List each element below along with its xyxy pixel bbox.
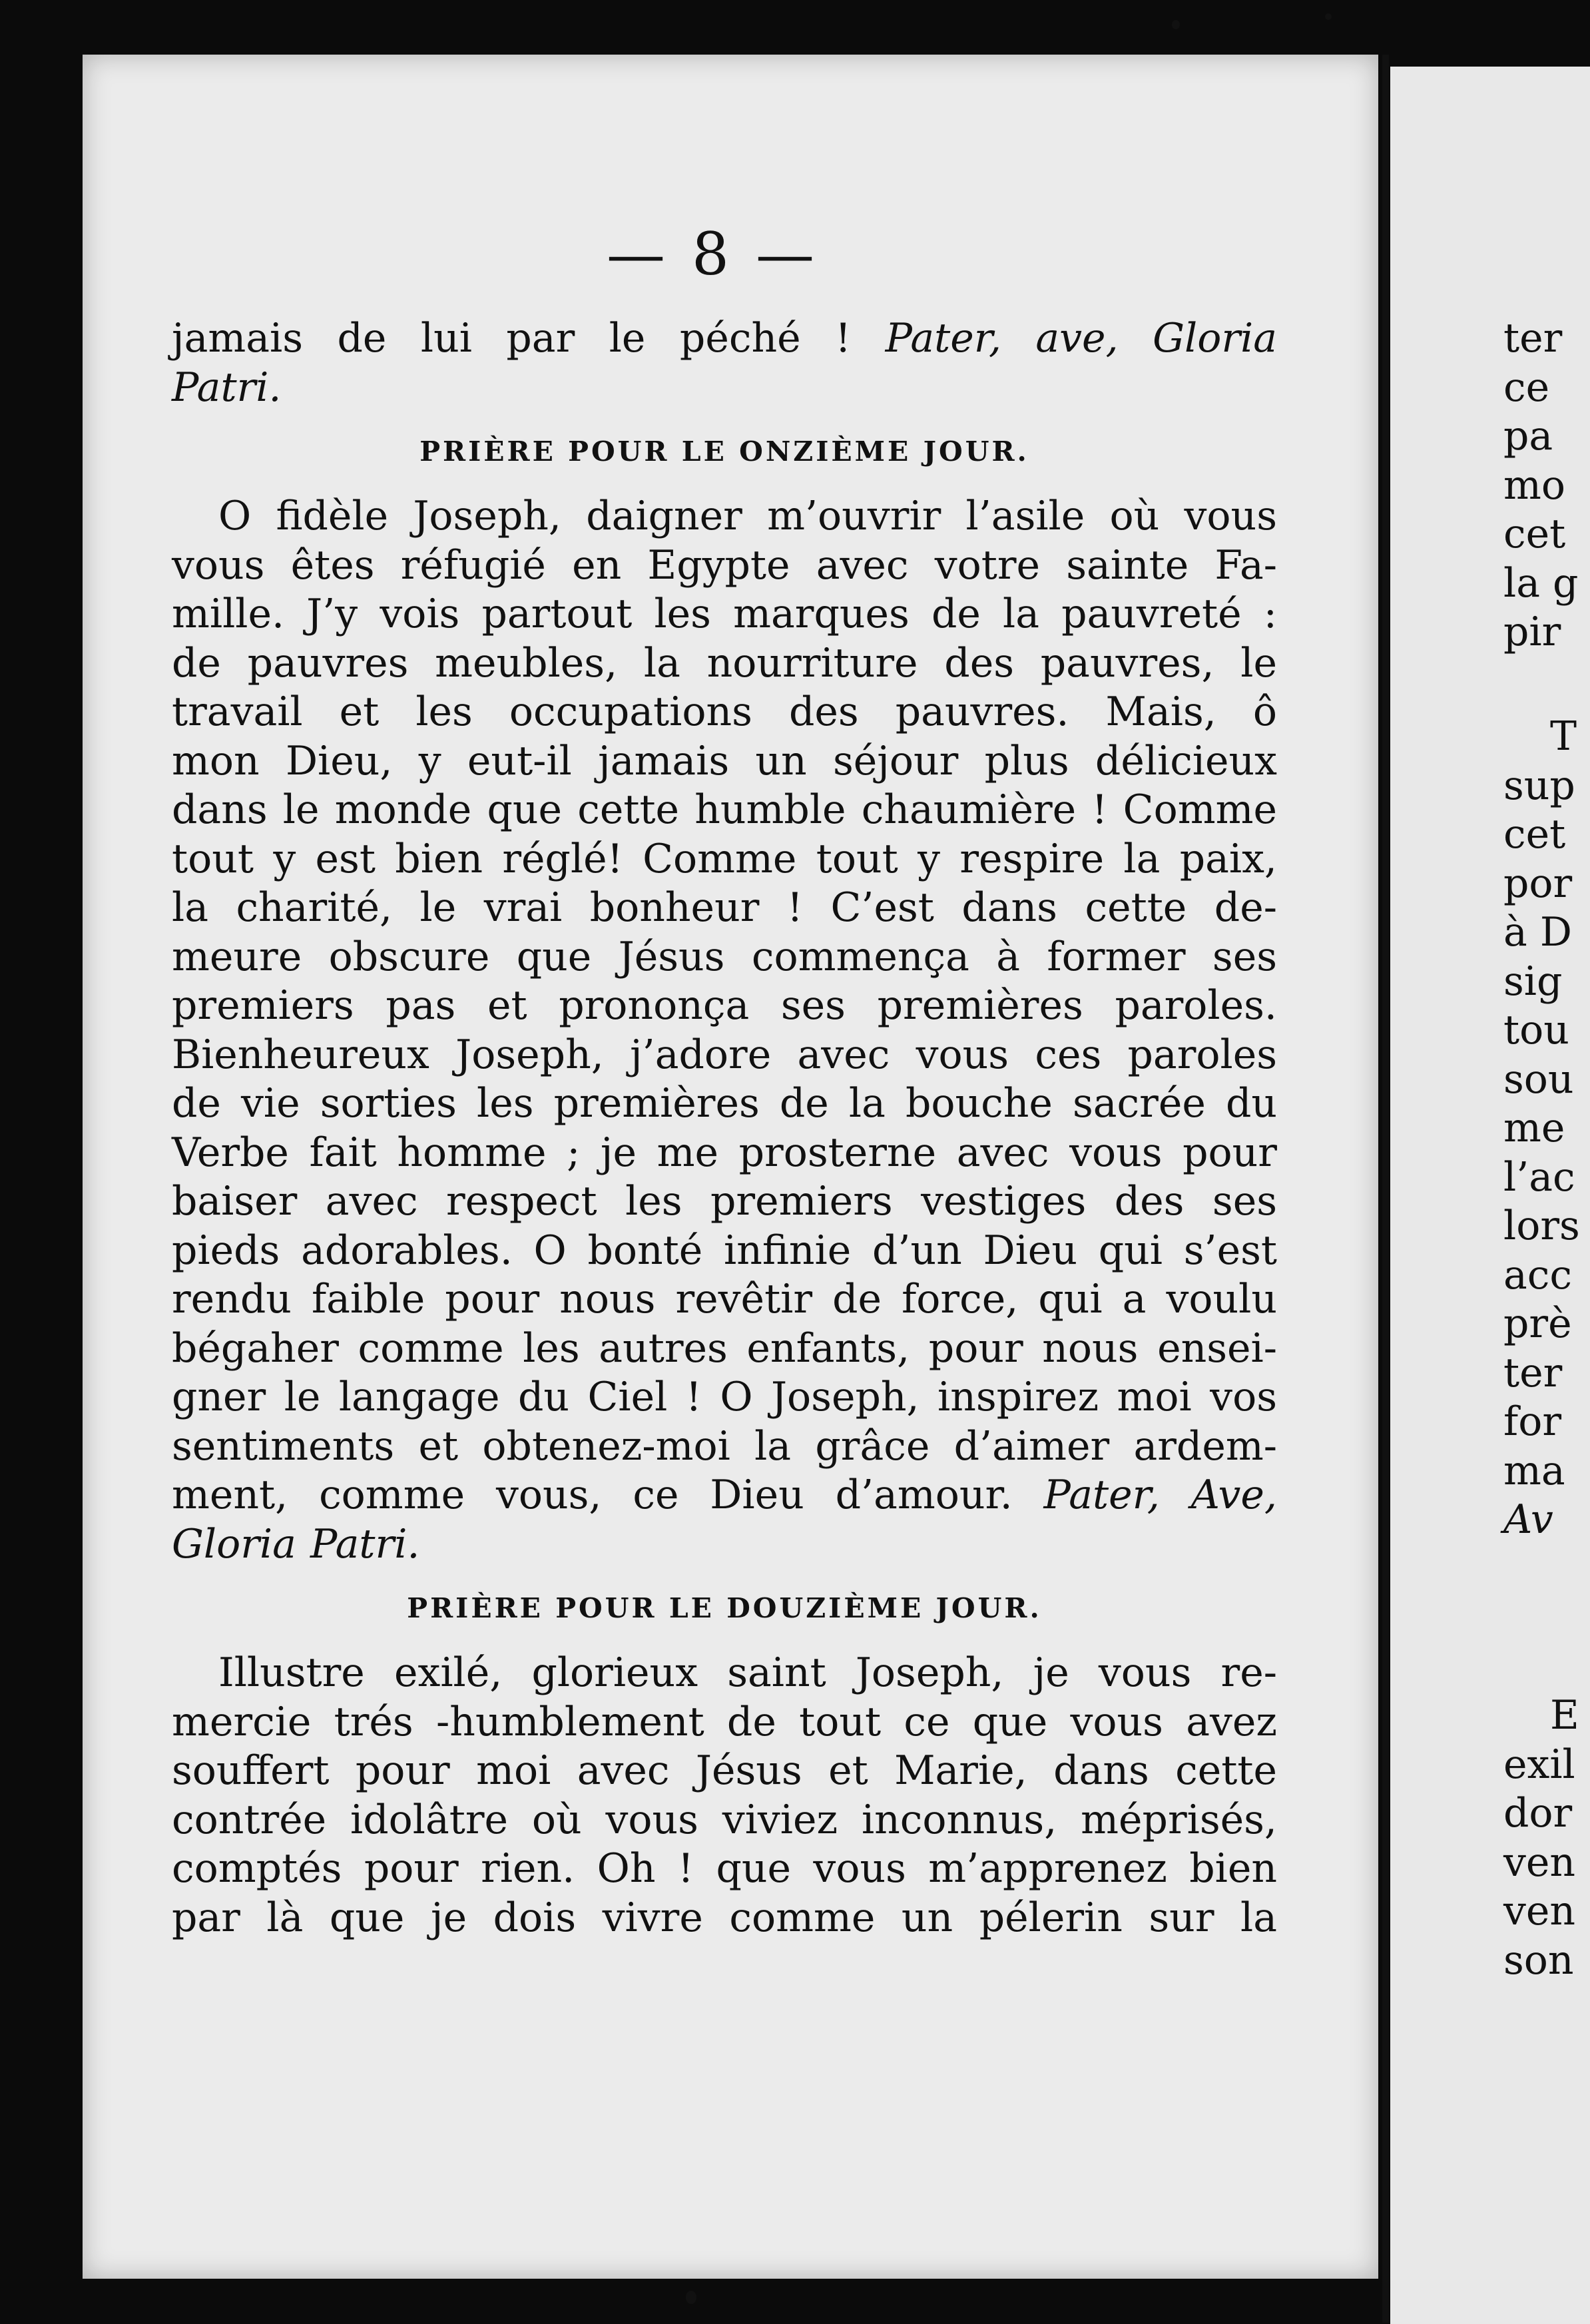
fragment-line: à D	[1503, 909, 1572, 956]
fragment-line: me	[1503, 1105, 1565, 1151]
scan-speck	[1172, 20, 1180, 29]
fragment-line: prè	[1503, 1301, 1572, 1347]
fragment-line: for	[1503, 1398, 1562, 1445]
text-line: la charité, le vrai bonheur ! C’est dans cette de-	[172, 884, 1277, 931]
fragment-line: acc	[1503, 1251, 1572, 1299]
text-line: premiers pas et prononça ses premières paroles.	[172, 982, 1277, 1029]
text-line: par là que je dois vivre comme un pélerin sur la	[172, 1894, 1277, 1941]
fragment-line: sig	[1503, 958, 1563, 1005]
text-line: dans le monde que cette humble chaumière ! Comme	[172, 786, 1277, 833]
scan-speck	[1325, 13, 1332, 20]
fragment-line: tou	[1503, 1007, 1569, 1053]
text-line: O fidèle Joseph, daigner m’ouvrir l’asile où vous	[218, 493, 1277, 539]
opening-paragraph	[172, 314, 1277, 412]
text-line: comptés pour rien. Oh ! que vous m’apprenez bien	[172, 1845, 1277, 1892]
text-line: jamais de lui par le péché ! Pater, ave, Gloria	[172, 315, 1277, 362]
fragment-line: T	[1550, 713, 1577, 760]
right-page-fragments-1	[1503, 314, 1579, 657]
prayer-eleventh-day	[172, 492, 1277, 1569]
text-line: Illustre exilé, glorieux saint Joseph, je vous re-	[218, 1649, 1277, 1696]
text-line: Verbe fait homme ; je me prosterne avec vous pour	[172, 1129, 1277, 1176]
prayer-twelfth-day	[172, 1649, 1277, 1942]
text-line: mille. J’y vois partout les marques de la pauvreté :	[172, 591, 1277, 637]
fragment-line: cet	[1503, 511, 1566, 557]
text-line: sentiments et obtenez-moi la grâce d’aimer ardem-	[172, 1422, 1277, 1470]
text-line: souffert pour moi avec Jésus et Marie, dans cette	[172, 1747, 1277, 1794]
fragment-line: E	[1550, 1692, 1579, 1739]
fragment-line: ter	[1503, 1349, 1563, 1396]
text-line: meure obscure que Jésus commença à former ses	[172, 933, 1277, 980]
right-page-fragments-2	[1503, 713, 1580, 1545]
fragment-line: exil	[1503, 1741, 1575, 1788]
text-line: bégaher comme les autres enfants, pour nous ensei-	[172, 1324, 1277, 1372]
fragment-line: ce	[1503, 364, 1550, 411]
fragment-line: pir	[1503, 609, 1561, 655]
fragment-line: son	[1503, 1936, 1574, 1984]
text-line: vous êtes réfugié en Egypte avec votre sainte Fa-	[172, 541, 1277, 589]
fragment-line: cet	[1503, 811, 1566, 858]
fragment-line: ven	[1503, 1888, 1576, 1934]
text-line: Patri.	[172, 364, 282, 411]
text-line: Bienheureux Joseph, j’adore avec vous ces paroles	[172, 1031, 1277, 1078]
page-number: — 8 —	[607, 220, 818, 288]
fragment-line: por	[1503, 860, 1573, 907]
text-line: gner le langage du Ciel ! O Joseph, inspirez moi vos	[172, 1374, 1277, 1420]
heading-eleventh-day: PRIÈRE POUR LE ONZIÈME JOUR.	[419, 436, 1029, 467]
fragment-line: ven	[1503, 1839, 1576, 1886]
text-line: pieds adorables. O bonté infinie d’un Dieu qui s’est	[172, 1227, 1277, 1274]
fragment-line: l’ac	[1503, 1153, 1575, 1201]
text-line: rendu faible pour nous revêtir de force, qui a voulu	[172, 1276, 1277, 1322]
fragment-line: lors	[1503, 1203, 1580, 1249]
fragment-line: sou	[1503, 1055, 1574, 1103]
text-line: mercie trés -humblement de tout ce que vous avez	[172, 1698, 1277, 1745]
fragment-line: ter	[1503, 315, 1563, 362]
page-gutter	[1382, 55, 1389, 2323]
fragment-line: sup	[1503, 762, 1575, 809]
text-line: de pauvres meubles, la nourriture des pauvres, le	[172, 639, 1277, 687]
text-line: contrée idolâtre où vous viviez inconnus, méprisés,	[172, 1796, 1277, 1843]
left-page-text	[172, 314, 1277, 1942]
text-line: travail et les occupations des pauvres. Mais, ô	[172, 689, 1277, 735]
text-line: ment, comme vous, ce Dieu d’amour. Pater, Ave,	[172, 1472, 1277, 1518]
fragment-line: pa	[1503, 413, 1553, 459]
fragment-line: mo	[1503, 461, 1566, 509]
heading-twelfth-day: PRIÈRE POUR LE DOUZIÈME JOUR.	[407, 1592, 1042, 1624]
text-line: Gloria Patri.	[172, 1520, 420, 1568]
text-line: tout y est bien réglé! Comme tout y respire la paix,	[172, 835, 1277, 882]
fragment-line: dor	[1503, 1790, 1573, 1837]
fragment-line: ma	[1503, 1447, 1565, 1494]
scan-speck	[686, 2291, 696, 2304]
fragment-line: Av	[1503, 1496, 1553, 1543]
fragment-line: la g	[1503, 559, 1579, 607]
text-line: de vie sorties les premières de la bouche sacrée du	[172, 1080, 1277, 1127]
text-line: baiser avec respect les premiers vestiges des ses	[172, 1178, 1277, 1225]
text-line: mon Dieu, y eut-il jamais un séjour plus délicieux	[172, 737, 1277, 784]
right-page-fragments-3	[1503, 1691, 1579, 1985]
